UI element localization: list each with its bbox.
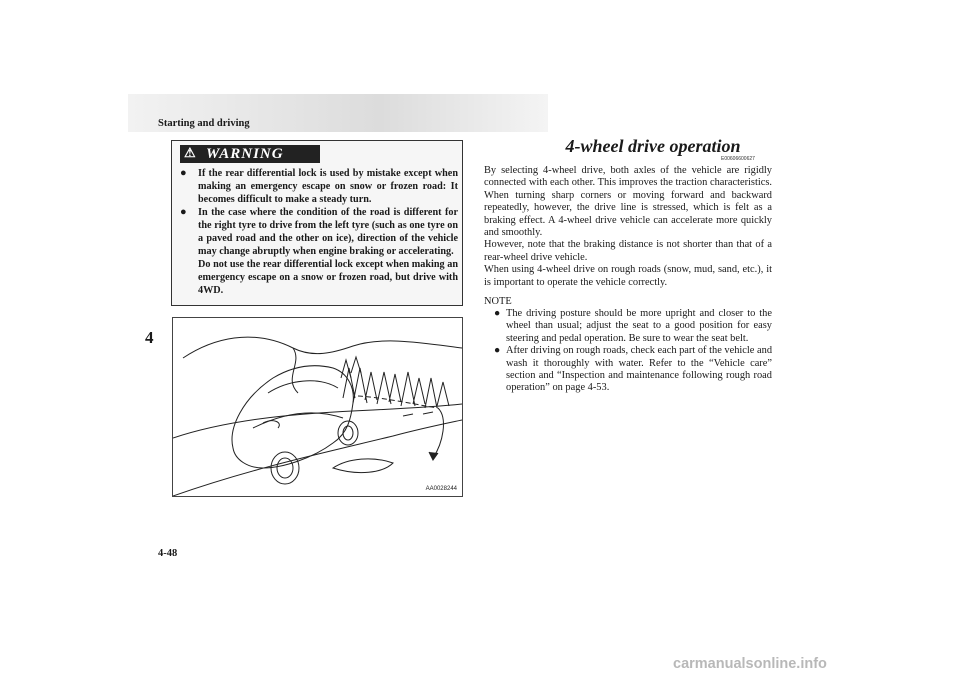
paragraph: However, note that the braking distance is not shorter than that of a rear-wheel drive vehicle. xyxy=(484,239,772,263)
header-title: Starting and driving xyxy=(158,118,250,129)
warning-box xyxy=(171,140,463,306)
paragraph: When using 4-wheel drive on rough roads (snow, mud, sand, etc.), it is important to operate the vehicle correctly. xyxy=(484,264,772,288)
paragraph: By selecting 4-wheel drive, both axles of the vehicle are rigidly connected with each other. This improves the traction characteristics. When turning sharp corners or moving forward and backward repeatedly, however, the drive line is stressed, which is felt as a braking effect. A 4-wheel drive vehicle can accelerate more quickly and smoothly. xyxy=(484,165,772,239)
note-list xyxy=(494,308,772,395)
vehicle-illustration xyxy=(172,317,463,497)
chapter-tab: 4 xyxy=(145,328,154,347)
warning-item: ● In the case where the condition of the road is different for the right tyre to drive from the left tyre (such as one tyre on a paved road and the other on ice), direction of the vehicle may change abruptly when engine braking or accelerating. Do not use the rear differential lock except when making an emergency escape on a snow or frozen road, but drive with 4WD. xyxy=(180,206,458,296)
bullet-icon: ● xyxy=(494,308,501,319)
page-number: 4-48 xyxy=(158,548,178,559)
warning-extra-text: Do not use the rear differential lock except when making an emergency escape on a snow or frozen road, but drive with 4WD. xyxy=(198,259,458,296)
warning-item: ● If the rear differential lock is used by mistake except when making an emergency escape on snow or frozen road: It becomes difficult to make a steady turn. xyxy=(180,167,458,205)
car-on-rough-road-drawing xyxy=(173,318,462,496)
bullet-icon: ● xyxy=(180,167,187,179)
note-item: ● The driving posture should be more upright and closer to the wheel than usual; adjust the seat to a good position for easy steering and pedal operation. Be sure to wear the seat belt. xyxy=(494,308,772,344)
section-title: 4-wheel drive operation xyxy=(565,136,741,156)
warning-list xyxy=(180,167,458,297)
bullet-icon: ● xyxy=(180,206,187,218)
section-code: E00606600627 xyxy=(721,156,755,162)
note-label: NOTE xyxy=(484,296,512,307)
warning-triangle-icon: ⚠ xyxy=(184,145,197,160)
illustration-code: AA0028244 xyxy=(425,486,457,492)
watermark-link[interactable]: carmanualsonline.info xyxy=(673,656,827,672)
bullet-icon: ● xyxy=(494,345,501,357)
section-body xyxy=(484,165,772,289)
note-item: ● After driving on rough roads, check each part of the vehicle and wash it thoroughly with water. Refer to the “Vehicle care” section and “Inspection and maintenance following rough road operation” on page 4-53. xyxy=(494,345,773,394)
warning-heading: ⚠ WARNING xyxy=(180,145,320,163)
